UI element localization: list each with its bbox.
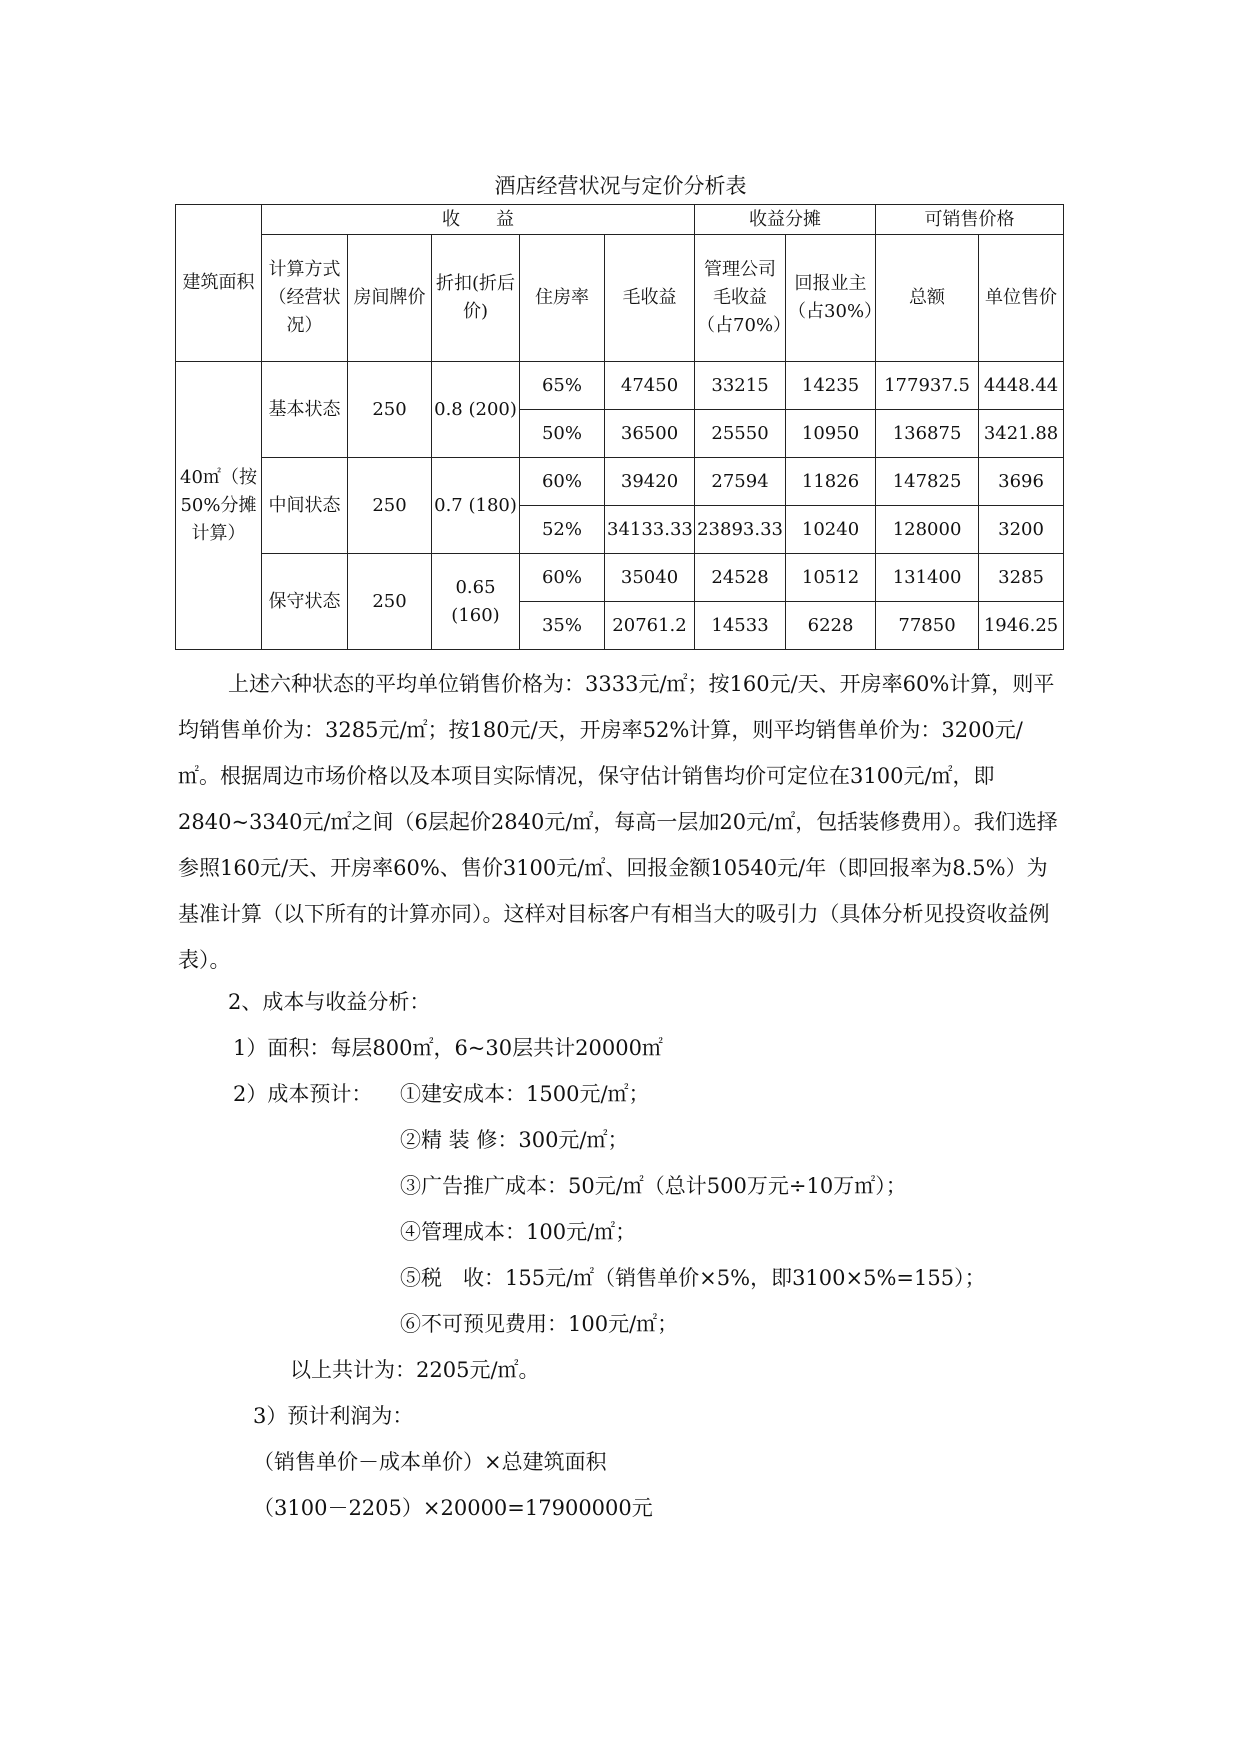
cell: 177937.5 — [876, 362, 979, 410]
table-row — [176, 458, 1064, 506]
cell: 11826 — [786, 458, 876, 506]
cell: 14235 — [786, 362, 876, 410]
cell: 6228 — [786, 602, 876, 650]
state-cell: 基本状态 — [262, 362, 348, 458]
header-room-price: 房间牌价 — [348, 235, 432, 362]
table-row — [176, 554, 1064, 602]
total-line: 以上共计为：2205元/㎡。 — [290, 1358, 540, 1382]
cell: 4448.44 — [979, 362, 1064, 410]
discount-cell: 0.7 (180) — [432, 458, 520, 554]
profit-calculation: （3100－2205）×20000=17900000元 — [253, 1496, 653, 1520]
cost-item: ③广告推广成本：50元/㎡（总计500万元÷10万㎡）； — [400, 1174, 907, 1198]
header-split: 收益分摊 — [695, 205, 876, 235]
cell: 52% — [520, 506, 605, 554]
cell: 23893.33 — [695, 506, 786, 554]
cell: 47450 — [605, 362, 695, 410]
price-cell: 250 — [348, 362, 432, 458]
cell: 65% — [520, 362, 605, 410]
cell: 3421.88 — [979, 410, 1064, 458]
cost-item: ②精 装 修：300元/㎡； — [400, 1128, 629, 1152]
cell: 10512 — [786, 554, 876, 602]
cell: 34133.33 — [605, 506, 695, 554]
cell: 77850 — [876, 602, 979, 650]
cell: 27594 — [695, 458, 786, 506]
profit-label: 3）预计利润为： — [253, 1404, 414, 1428]
header-mgmt: 管理公司毛收益（占70%） — [695, 235, 786, 362]
paragraph-text: 上述六种状态的平均单位销售价格为：3333元/㎡；按160元/天、开房率60%计算，则平均销售单价为：3285元/㎡；按180元/天，开房率52%计算，则平均销售单价为：3200元/㎡。根据周边市场价格以及本项目实际情况，保守估计销售均价可定位在3100元/㎡，即2840~3340元/㎡之间（6层起价2840元/㎡，每高一层加20元/㎡，包括装修费用）。我们选择参照160元/天、开房率60%、售价3100元/㎡、回报金额10540元/年（即回报率为8.5%）为基准计算（以下所有的计算亦同）。这样对目标客户有相当大的吸引力（具体分析见投资收益例表）。 — [178, 672, 1058, 972]
cell: 36500 — [605, 410, 695, 458]
header-occupancy: 住房率 — [520, 235, 605, 362]
price-cell: 250 — [348, 458, 432, 554]
cell: 3285 — [979, 554, 1064, 602]
header-method: 计算方式（经营状况） — [262, 235, 348, 362]
header-gross: 毛收益 — [605, 235, 695, 362]
header-unit: 单位售价 — [979, 235, 1064, 362]
area-cell: 40㎡（按50%分摊计算） — [176, 362, 262, 650]
header-income: 收 益 — [262, 205, 695, 235]
header-discount: 折扣(折后价) — [432, 235, 520, 362]
cell: 50% — [520, 410, 605, 458]
cell: 3200 — [979, 506, 1064, 554]
cell: 128000 — [876, 506, 979, 554]
cell: 14533 — [695, 602, 786, 650]
cell: 136875 — [876, 410, 979, 458]
profit-formula: （销售单价－成本单价）×总建筑面积 — [253, 1450, 607, 1474]
cell: 20761.2 — [605, 602, 695, 650]
cost-item: ④管理成本：100元/㎡； — [400, 1220, 637, 1244]
cost-label: 2）成本预计： — [233, 1082, 373, 1106]
cost-item: ⑥不可预见费用：100元/㎡； — [400, 1312, 679, 1336]
cell: 35040 — [605, 554, 695, 602]
cell: 10950 — [786, 410, 876, 458]
table-title: 酒店经营状况与定价分析表 — [494, 174, 747, 198]
cell: 25550 — [695, 410, 786, 458]
section-cost-heading: 2、成本与收益分析： — [228, 990, 431, 1014]
cell: 10240 — [786, 506, 876, 554]
cell: 33215 — [695, 362, 786, 410]
header-area: 建筑面积 — [176, 205, 262, 362]
area-line: 1）面积：每层800㎡，6~30层共计20000㎡ — [233, 1036, 663, 1060]
discount-cell: 0.65 (160) — [432, 554, 520, 650]
header-owner: 回报业主（占30%） — [786, 235, 876, 362]
cell: 1946.25 — [979, 602, 1064, 650]
price-cell: 250 — [348, 554, 432, 650]
cell: 60% — [520, 458, 605, 506]
analysis-paragraph — [178, 661, 1058, 983]
cell: 60% — [520, 554, 605, 602]
cell: 35% — [520, 602, 605, 650]
state-cell: 中间状态 — [262, 458, 348, 554]
header-total: 总额 — [876, 235, 979, 362]
cell: 39420 — [605, 458, 695, 506]
discount-cell: 0.8 (200) — [432, 362, 520, 458]
state-cell: 保守状态 — [262, 554, 348, 650]
header-sale: 可销售价格 — [876, 205, 1064, 235]
cell: 3696 — [979, 458, 1064, 506]
cell: 147825 — [876, 458, 979, 506]
table-row — [176, 362, 1064, 410]
cell: 131400 — [876, 554, 979, 602]
cost-item: ①建安成本：1500元/㎡； — [400, 1082, 650, 1106]
cell: 24528 — [695, 554, 786, 602]
pricing-table — [175, 204, 1064, 650]
cost-item: ⑤税 收：155元/㎡（销售单价×5%，即3100×5%=155）； — [400, 1266, 986, 1290]
